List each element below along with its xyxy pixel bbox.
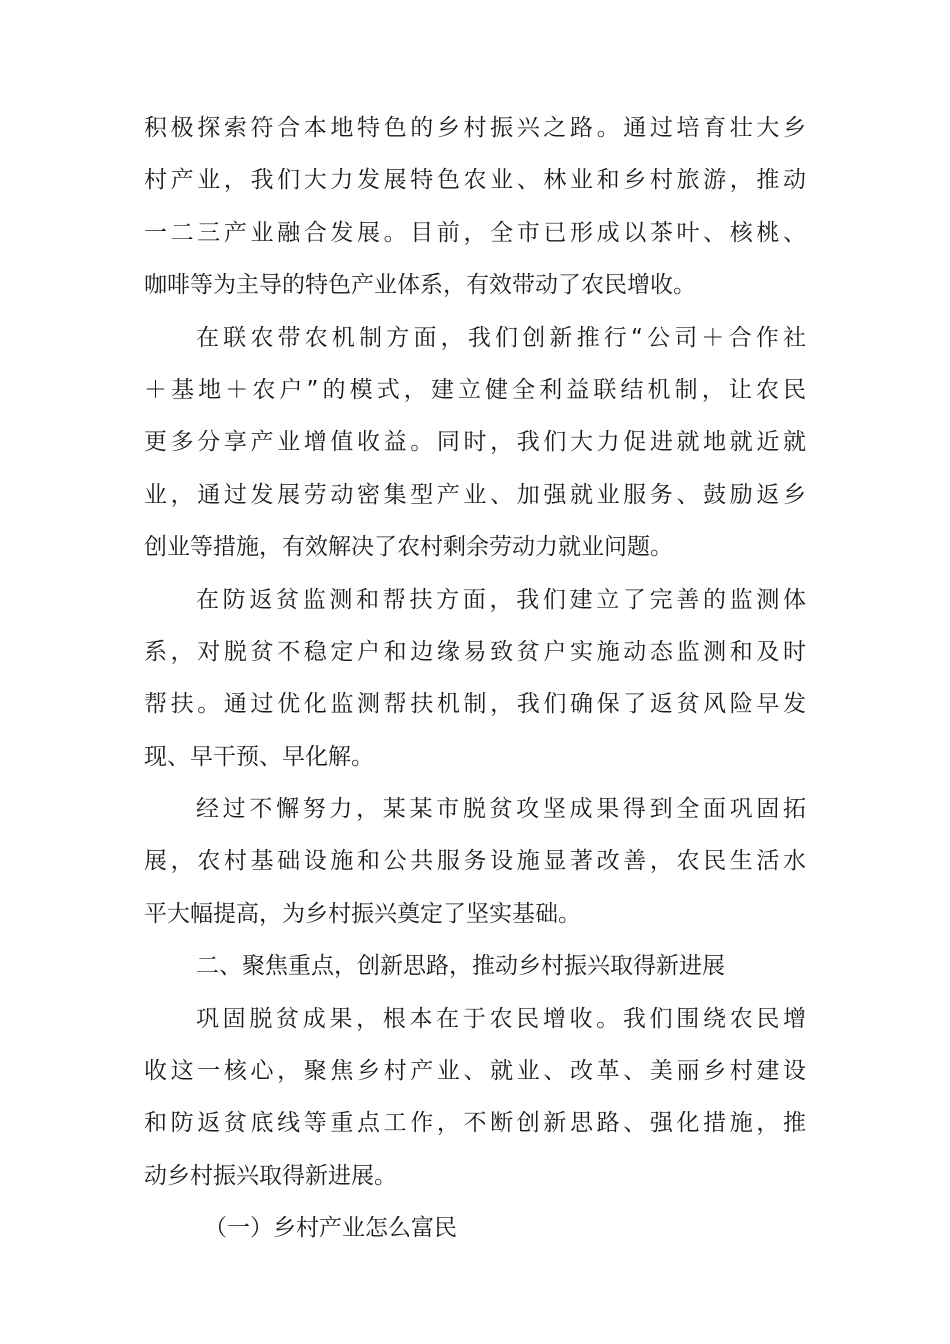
text-line: 咖啡等为主导的特色产业体系，有效带动了农民增收。 (144, 272, 696, 299)
paragraph-first-line: 巩固脱贫成果，根本在于农民增收。我们围绕农民增 (196, 1005, 806, 1032)
text-line: 平大幅提高，为乡村振兴奠定了坚实基础。 (144, 900, 581, 927)
section-heading: 二、聚焦重点，创新思路，推动乡村振兴取得新进展 (196, 953, 725, 980)
text-line: 创业等措施，有效解决了农村剩余劳动力就业问题。 (144, 534, 673, 561)
text-line: 积极探索符合本地特色的乡村振兴之路。通过培育壮大乡 (144, 115, 806, 141)
text-line: 一二三产业融合发展。目前，全市已形成以茶叶、核桃、 (144, 219, 806, 246)
text-line: 更多分享产业增值收益。同时，我们大力促进就地就近就 (144, 429, 806, 456)
subsection-heading: （一）乡村产业怎么富民 (204, 1215, 457, 1242)
paragraph-first-line: 在联农带农机制方面，我们创新推行“公司＋合作社 (196, 324, 806, 351)
paragraph-first-line: 经过不懈努力，某某市脱贫攻坚成果得到全面巩固拓 (196, 796, 806, 823)
text-line: 村产业，我们大力发展特色农业、林业和乡村旅游，推动 (144, 167, 806, 194)
text-line: 展，农村基础设施和公共服务设施显著改善，农民生活水 (144, 848, 806, 875)
text-line: 帮扶。通过优化监测帮扶机制，我们确保了返贫风险早发 (144, 691, 806, 718)
text-line: 动乡村振兴取得新进展。 (144, 1162, 397, 1189)
text-line: 现、早干预、早化解。 (144, 743, 374, 770)
document-body (144, 102, 806, 1255)
text-line: 业，通过发展劳动密集型产业、加强就业服务、鼓励返乡 (144, 481, 806, 508)
text-line: 和防返贫底线等重点工作，不断创新思路、强化措施，推 (144, 1110, 806, 1137)
text-line: 收这一核心，聚焦乡村产业、就业、改革、美丽乡村建设 (144, 1058, 806, 1085)
text-line: ＋基地＋农户”的模式，建立健全利益联结机制，让农民 (144, 376, 806, 403)
text-line: 系，对脱贫不稳定户和边缘易致贫户实施动态监测和及时 (144, 638, 806, 665)
paragraph-first-line: 在防返贫监测和帮扶方面，我们建立了完善的监测体 (196, 586, 806, 613)
